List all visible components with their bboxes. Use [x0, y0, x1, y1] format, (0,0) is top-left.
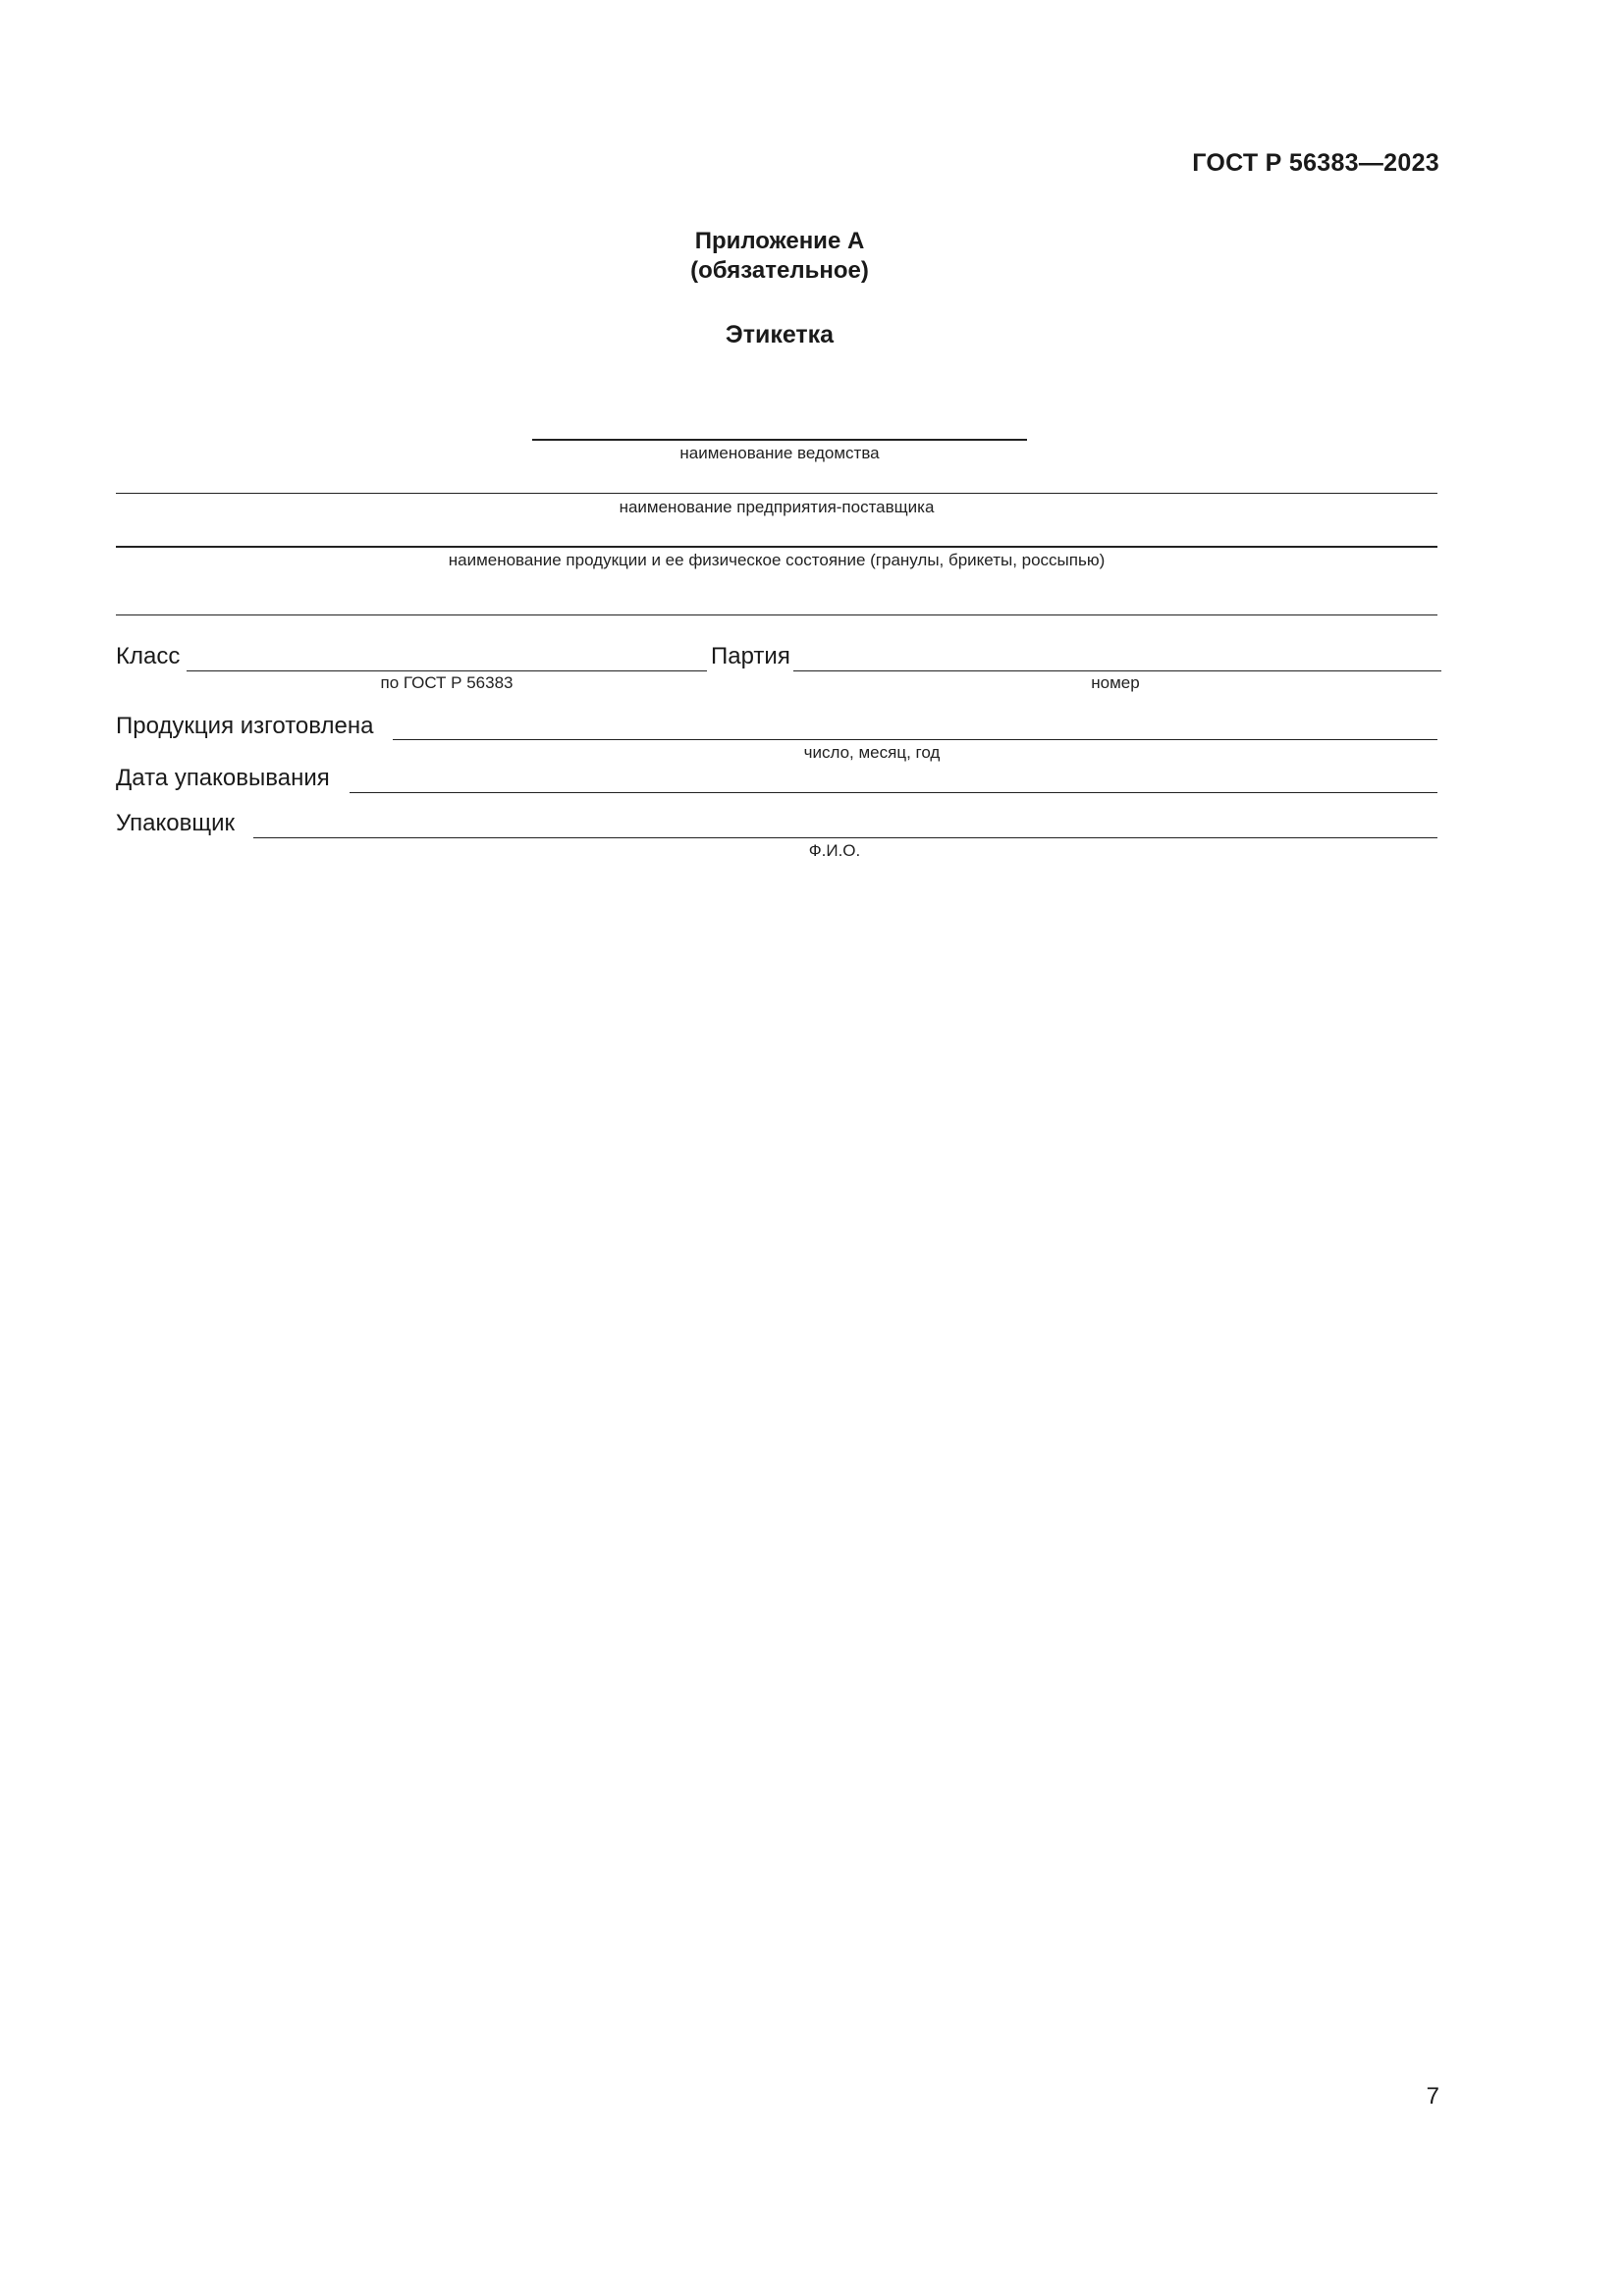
manufactured-line — [393, 739, 1437, 740]
class-line — [187, 670, 707, 671]
product-caption: наименование продукции и ее физическое состояние (гранулы, брикеты, россыпью) — [448, 551, 1106, 569]
manufactured-caption: число, месяц, год — [803, 743, 941, 762]
class-label: Класс — [116, 643, 181, 669]
packing-date-line — [350, 792, 1437, 793]
supplier-caption: наименование предприятия-поставщика — [619, 498, 935, 516]
annex-title: Приложение А — [694, 228, 865, 254]
packer-label: Упаковщик — [116, 810, 236, 836]
packer-line — [253, 837, 1437, 838]
batch-label: Партия — [711, 643, 790, 669]
annex-status: (обязательное) — [690, 257, 869, 284]
page-number: 7 — [1426, 2083, 1439, 2109]
packing-date-label: Дата упаковывания — [116, 765, 330, 791]
packer-caption: Ф.И.О. — [808, 841, 861, 860]
label-title: Этикетка — [725, 321, 835, 348]
batch-caption: номер — [1091, 673, 1140, 692]
manufactured-label: Продукция изготовлена — [116, 713, 374, 739]
product-line — [116, 546, 1437, 548]
department-line — [532, 439, 1027, 441]
department-caption: наименование ведомства — [679, 444, 880, 462]
supplier-line — [116, 493, 1437, 494]
class-caption: по ГОСТ Р 56383 — [380, 673, 514, 692]
document-code: ГОСТ Р 56383—2023 — [1192, 149, 1439, 177]
batch-line — [793, 670, 1441, 671]
blank-line — [116, 614, 1437, 615]
